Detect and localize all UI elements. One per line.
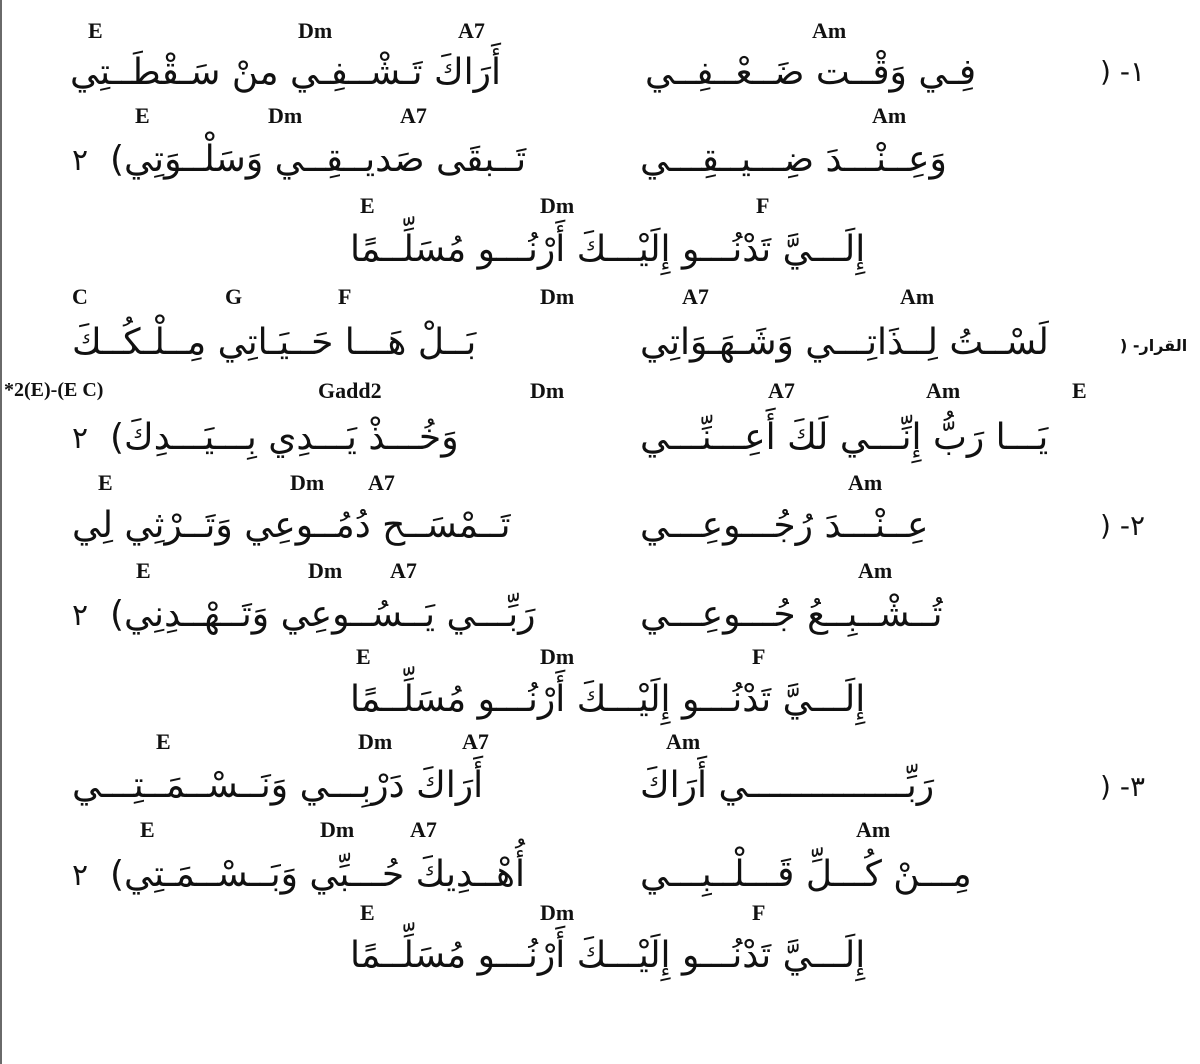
chord: A7	[768, 378, 795, 403]
lyric-line: تَــبقَى صَديــقِــي وَسَلْــوَتِي)	[110, 139, 527, 180]
chord: Dm	[540, 284, 575, 309]
chord: Am	[858, 558, 893, 583]
chord: F	[756, 193, 770, 218]
chord: F	[752, 644, 766, 669]
chord: E	[140, 817, 155, 842]
chord: A7	[410, 817, 437, 842]
chord: Dm	[298, 18, 333, 43]
lyric-line: إِلَـــيَّ تَدْنُـــو إِلَيْـــكَ أَرْنُـــو مُسَلِّــمًا	[350, 935, 866, 976]
lyric-line: رَبِّـــــــــــــــي أَرَاكَ	[640, 765, 935, 806]
chord: Dm	[540, 644, 575, 669]
repeat-mark: ٢	[72, 858, 89, 893]
chord: E	[1072, 378, 1087, 403]
chord: E	[156, 729, 171, 754]
verse-number-label: ٣- (	[1100, 770, 1145, 803]
chord-annotation: *2(E)-(E C)	[4, 379, 104, 401]
repeat-mark: ٢	[72, 143, 89, 178]
chord: E	[135, 103, 150, 128]
chord: Am	[848, 470, 883, 495]
chord: A7	[458, 18, 485, 43]
repeat-mark: ٢	[72, 421, 89, 456]
chord: E	[356, 644, 371, 669]
lyric-line: إِلَـــيَّ تَدْنُـــو إِلَيْـــكَ أَرْنُـــو مُسَلِّــمًا	[350, 679, 866, 720]
chord: A7	[682, 284, 709, 309]
lyric-line: رَبِّـــي يَــسُــوعِي وَتَــهْــدِنِي)	[110, 594, 536, 635]
chord: Dm	[540, 900, 575, 925]
lyric-line: تُــشْــبِــعُ جُـــوعِـــي	[640, 594, 943, 635]
lyric-line: بَــلْ هَـــا حَــيَـاتِي مِــلْـكُــكَ	[72, 322, 477, 363]
lyric-line: يَـــا رَبُّ إِنِّـــي لَكَ أَعِـــنِّـــي	[640, 417, 1049, 458]
lyric-line: فِـي وَقْــت ضَــعْــفِــي	[645, 52, 977, 93]
lyric-line: أُهْــدِيكَ حُـــبِّي وَبَــسْــمَـتِي)	[110, 854, 525, 895]
chord: Am	[872, 103, 907, 128]
lyric-line: أَرَاكَ تَـشْــفِـي منْ سَـقْطَــتِي	[70, 52, 502, 93]
chord: Am	[900, 284, 935, 309]
chord: E	[136, 558, 151, 583]
repeat-mark: ٢	[72, 598, 89, 633]
chord: Dm	[290, 470, 325, 495]
lyric-line: لَسْــتُ لِــذَاتِـــي وَشَـهَـوَاتِي	[640, 322, 1049, 363]
lyric-line: إِلَـــيَّ تَدْنُـــو إِلَيْـــكَ أَرْنُـــو مُسَلِّــمًا	[350, 229, 866, 270]
chord: Dm	[320, 817, 355, 842]
chorus-label: القرار- (	[1120, 336, 1188, 355]
chord: E	[360, 900, 375, 925]
chord: A7	[368, 470, 395, 495]
chord: Dm	[530, 378, 565, 403]
chord: Am	[812, 18, 847, 43]
page-left-border	[0, 0, 2, 1064]
chord: G	[225, 284, 243, 309]
chord: Dm	[358, 729, 393, 754]
chord: A7	[400, 103, 427, 128]
chord: C	[72, 284, 88, 309]
lyric-line: وَخُـــذْ يَـــدِي بِـــيَـــدِكَ)	[110, 417, 459, 458]
lyric-line: عِــنْـــدَ رُجُـــوعِـــي	[640, 505, 929, 546]
chord: A7	[462, 729, 489, 754]
chord: A7	[390, 558, 417, 583]
chord: Gadd2	[318, 378, 382, 403]
lyric-line: تَــمْسَــح دُمُــوعِي وَتَــرْثِي لِي	[72, 505, 511, 546]
chord: Am	[666, 729, 701, 754]
chord: Am	[926, 378, 961, 403]
chord: Dm	[268, 103, 303, 128]
chord: E	[88, 18, 103, 43]
chord: Dm	[308, 558, 343, 583]
chord: F	[752, 900, 766, 925]
verse-number-label: ٢- (	[1100, 509, 1145, 542]
lyric-line: مِـــنْ كُـــلِّ قَـــلْــبِـــي	[640, 854, 972, 895]
chord: Dm	[540, 193, 575, 218]
lyric-line: أَرَاكَ دَرْبِـــي وَنَــسْــمَــتِـــي	[72, 765, 484, 806]
chord: E	[98, 470, 113, 495]
verse-number-label: ١- (	[1100, 55, 1145, 88]
chord: E	[360, 193, 375, 218]
chord: Am	[856, 817, 891, 842]
chord: F	[338, 284, 352, 309]
lyric-line: وَعِــنْـــدَ ضِـــيــقِـــي	[640, 139, 947, 180]
